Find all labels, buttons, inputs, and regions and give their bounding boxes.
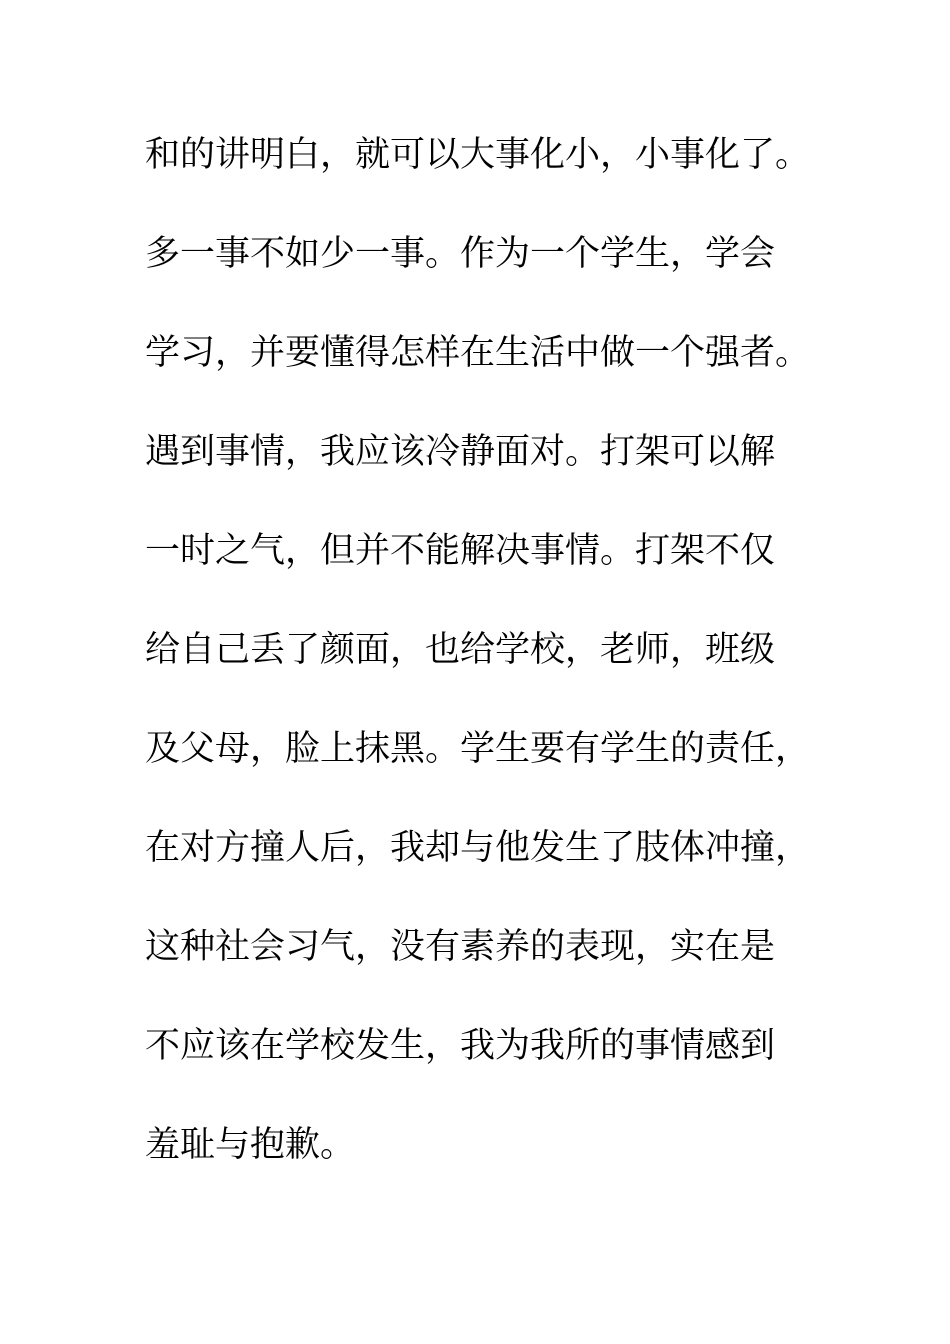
text-line: 遇到事情，我应该冷静面对。打架可以解 bbox=[145, 432, 776, 472]
text-line: 给自己丢了颜面，也给学校，老师，班级 bbox=[145, 630, 776, 670]
text-line: 这种社会习气，没有素养的表现，实在是 bbox=[145, 927, 776, 967]
text-line: 和的讲明白，就可以大事化小，小事化了。 bbox=[145, 135, 811, 175]
text-line: 羞耻与抱歉。 bbox=[145, 1125, 356, 1165]
text-line: 不应该在学校发生，我为我所的事情感到 bbox=[145, 1026, 776, 1066]
body-text bbox=[145, 127, 845, 1216]
text-line: 及父母，脸上抹黑。学生要有学生的责任， bbox=[145, 729, 811, 769]
text-line: 一时之气，但并不能解决事情。打架不仅 bbox=[145, 531, 776, 571]
text-line: 在对方撞人后，我却与他发生了肢体冲撞， bbox=[145, 828, 811, 868]
text-line: 多一事不如少一事。作为一个学生，学会 bbox=[145, 234, 776, 274]
text-line: 学习，并要懂得怎样在生活中做一个强者。 bbox=[145, 333, 811, 373]
